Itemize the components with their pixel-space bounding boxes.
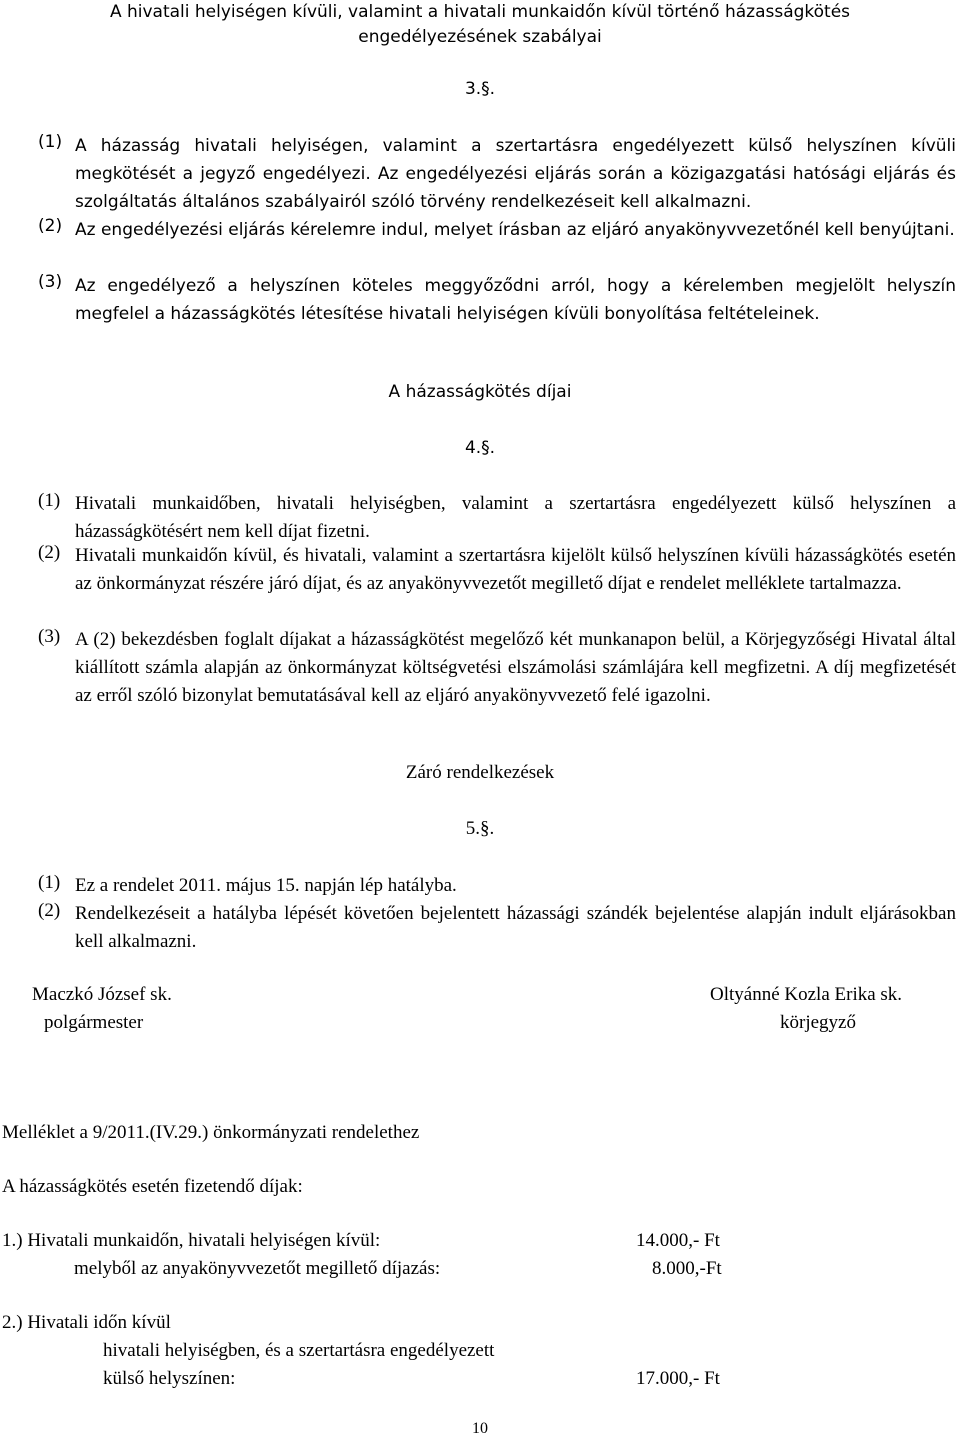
signature-left-name: Maczkó József sk. [32,984,172,1005]
section-3-paragraph-1 [38,132,956,216]
section-3-paragraph-2 [38,216,956,244]
paragraph-text: Rendelkezéseit a hatályba lépését követően bejelentett házassági szándék bejelentése alapján indult eljárásokban kell alkalmazni. [75,903,956,952]
annex-subtitle: A házasságkötés esetén fizetendő díjak: [2,1176,303,1197]
section-3-number: 3.§. [464,79,496,99]
signature-right-title: körjegyző [780,1012,856,1033]
section-3-paragraph-3 [38,272,956,328]
paragraph-number: (1) [38,872,61,893]
paragraph-text: Ez a rendelet 2011. május 15. napján lép hatályba. [75,875,457,896]
fee-item-1-value: 14.000,- Ft [636,1230,720,1251]
paragraph-number: (2) [38,542,61,563]
section-4-paragraph-1 [38,490,956,546]
section-4-title: A házasságkötés díjai [388,382,572,402]
fee-item-2-line2: hivatali helyiségben, és a szertartásra engedélyezett [103,1340,495,1361]
paragraph-number: (3) [38,626,61,647]
section-heading-line2: engedélyezésének szabályai [358,27,602,47]
section-4-paragraph-3 [38,626,956,710]
fee-item-2-line3: külső helyszínen: [103,1368,236,1389]
paragraph-text: Az engedélyezési eljárás kérelemre indul, melyet írásban az eljáró anyakönyvvezetőnél kell benyújtani. [75,220,955,240]
signature-right-name: Oltyánné Kozla Erika sk. [710,984,903,1005]
paragraph-number: (2) [38,900,61,921]
paragraph-number: (2) [38,216,63,236]
signature-left-title: polgármester [44,1012,144,1033]
page-number: 10 [472,1420,488,1437]
section-4-paragraph-2 [38,542,956,598]
fee-item-2-label: 2.) Hivatali időn kívül [2,1312,171,1333]
paragraph-number: (3) [38,272,63,292]
paragraph-text: Az engedélyező a helyszínen köteles meggyőződni arról, hogy a kérelemben megjelölt helyszín megfelel a házasságkötés létesítése hivatali helyiségen kívüli bonyolítása feltételeinek. [75,276,956,324]
paragraph-text: Hivatali munkaidőben, hivatali helyiségben, valamint a szertartásra engedélyezett külső helyszínen a házasságkötésért nem kell díjat fizetni. [75,493,956,542]
section-4-number: 4.§. [464,438,496,458]
paragraph-text: A házasság hivatali helyiségen, valamint a szertartásra engedélyezett külső helyszínen kívüli megkötését a jegyző engedélyezi. Az engedélyezési eljárás során a közigazgatási hatósági eljárás és szolgáltatás általános szabályairól szóló törvény rendelkezéseit kell alkalmazni. [75,136,956,212]
fee-item-1-label: 1.) Hivatali munkaidőn, hivatali helyiségen kívül: [2,1230,381,1251]
section-5-paragraph-2 [38,900,956,956]
annex-title: Melléklet a 9/2011.(IV.29.) önkormányzati rendelethez [2,1122,420,1143]
paragraph-text: Hivatali munkaidőn kívül, és hivatali, valamint a szertartásra kijelölt külső helyszínen kívüli házasságkötés esetén az önkormányzat részére járó díjat, és az anyakönyvvezetőt megillető díjat e rendelet melléklete tartalmazza. [75,545,956,594]
section-heading-line1: A hivatali helyiségen kívüli, valamint a hivatali munkaidőn kívül történő házasságkötés [109,2,851,22]
paragraph-number: (1) [38,490,61,511]
section-5-title: Záró rendelkezések [405,762,555,783]
paragraph-number: (1) [38,132,63,152]
section-5-paragraph-1 [38,872,956,900]
section-5-number: 5.§. [465,818,495,839]
fee-item-2-value: 17.000,- Ft [636,1368,720,1389]
fee-item-1-sub-value: 8.000,-Ft [652,1258,722,1279]
fee-item-1-sub-label: melyből az anyakönyvvezetőt megillető díjazás: [74,1258,441,1279]
paragraph-text: A (2) bekezdésben foglalt díjakat a házasságkötést megelőző két munkanapon belül, a Körjegyzőségi Hivatal által kiállított számla alapján az önkormányzat költségvetési elszámolási számlájára kell megfizetni. A díj megfizetését az erről szóló bizonylat bemutatásával kell az eljáró anyakönyvvezető felé igazolni. [75,629,956,706]
